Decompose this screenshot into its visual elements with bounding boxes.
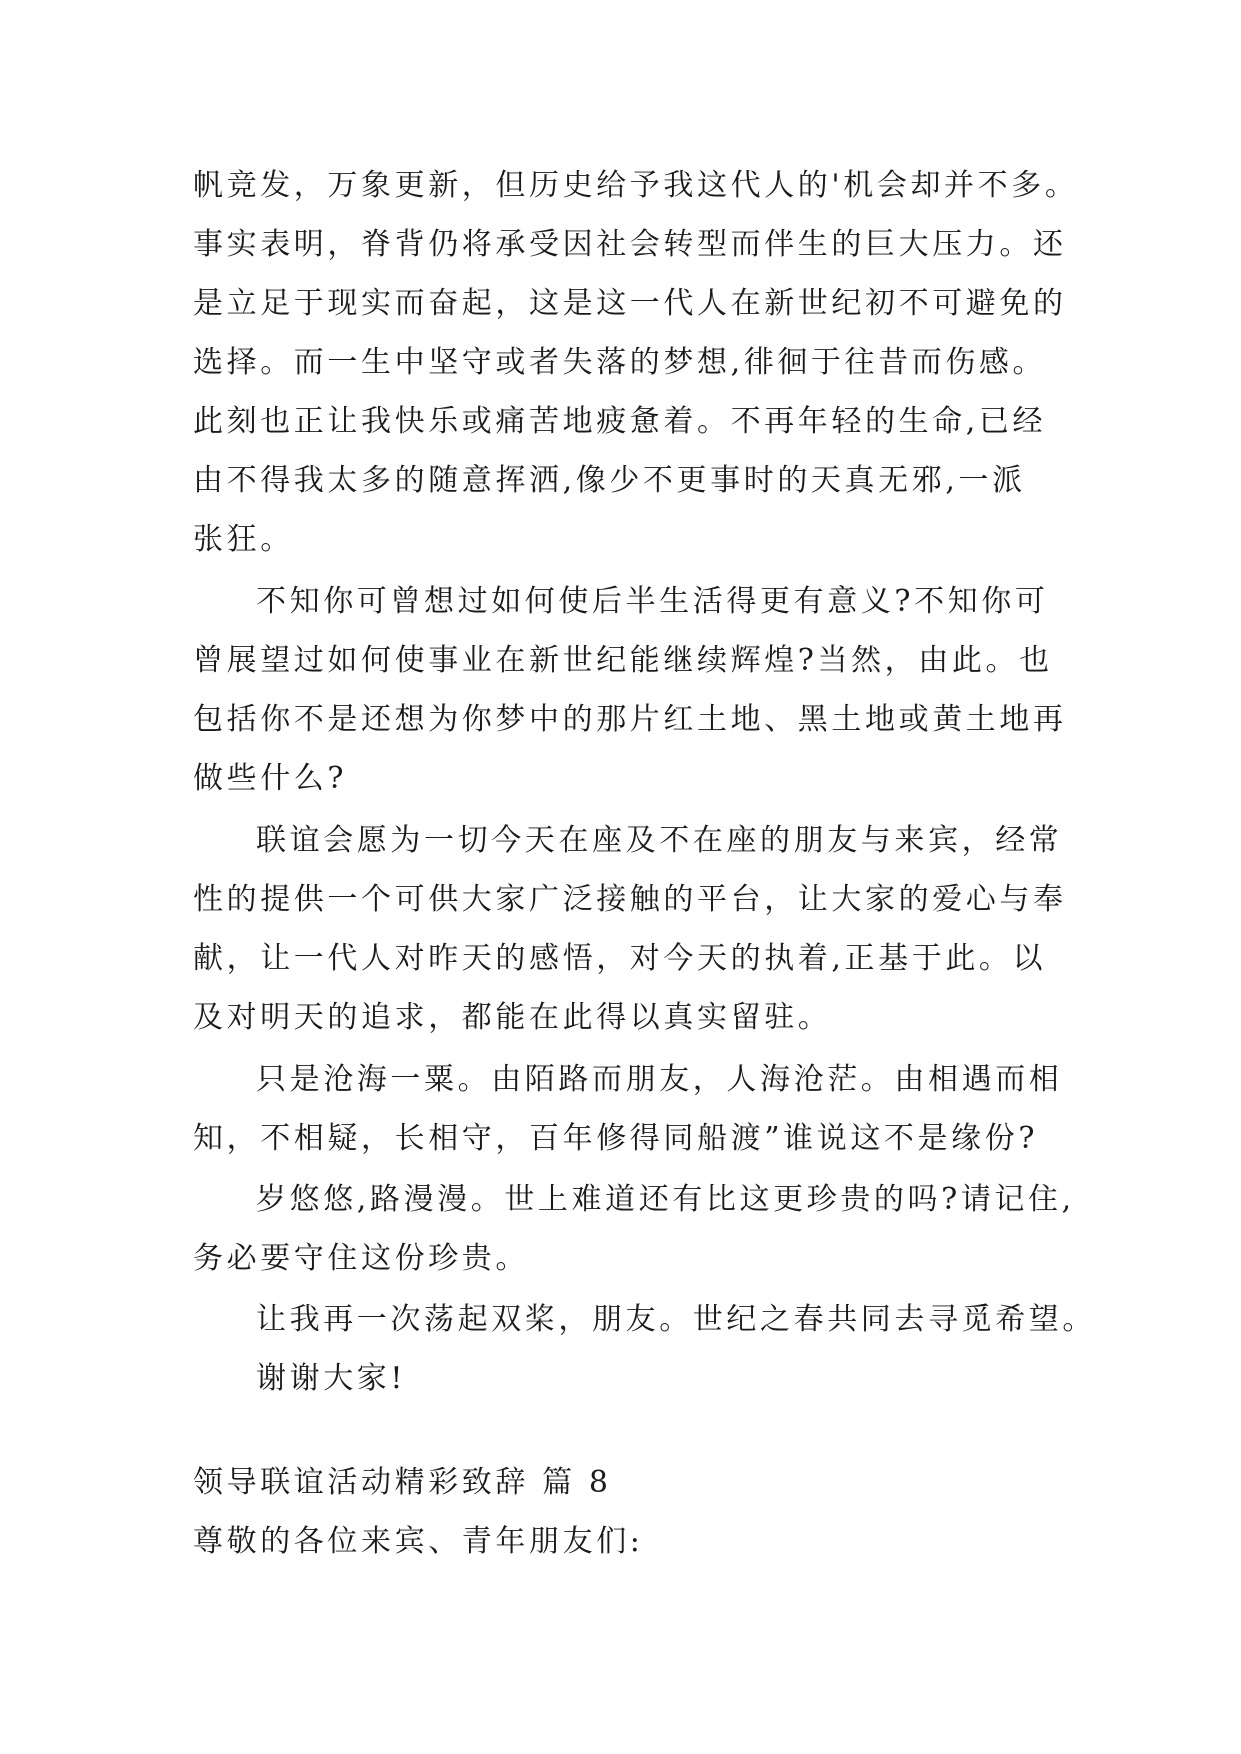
salutation-line: 尊敬的各位来宾、青年朋友们: <box>193 1524 644 1559</box>
paragraph-line: 选择。而一生中坚守或者失落的梦想,徘徊于往昔而伤感。 <box>193 345 1047 380</box>
paragraph-line: 由不得我太多的随意挥洒,像少不更事时的天真无邪,一派 <box>193 463 1026 498</box>
paragraph-line: 谢谢大家! <box>256 1361 407 1396</box>
paragraph-line: 帆竞发，万象更新，但历史给予我这代人的'机会却并不多。 <box>193 168 1079 203</box>
paragraph-line: 性的提供一个可供大家广泛接触的平台，让大家的爱心与奉 <box>193 882 1067 917</box>
paragraph-line: 曾展望过如何使事业在新世纪能继续辉煌?当然，由此。也 <box>193 643 1053 678</box>
paragraph-line: 张狂。 <box>193 522 294 557</box>
paragraph-line: 此刻也正让我快乐或痛苦地疲惫着。不再年轻的生命,已经 <box>193 404 1047 439</box>
paragraph-line: 事实表明，脊背仍将承受因社会转型而伴生的巨大压力。还 <box>193 227 1067 262</box>
paragraph-line: 是立足于现实而奋起，这是这一代人在新世纪初不可避免的 <box>193 286 1067 321</box>
paragraph-line: 不知你可曾想过如何使后半生活得更有意义?不知你可 <box>256 584 1049 619</box>
paragraph-line: 及对明天的追求，都能在此得以真实留驻。 <box>193 1000 832 1035</box>
paragraph-line: 做些什么? <box>193 761 348 796</box>
paragraph-line: 知，不相疑，长相守，百年修得同船渡”谁说这不是缘份? <box>193 1121 1039 1156</box>
paragraph-line: 献，让一代人对昨天的感悟，对今天的执着,正基于此。以 <box>193 941 1047 976</box>
paragraph-line: 联谊会愿为一切今天在座及不在座的朋友与来宾，经常 <box>256 823 1063 858</box>
paragraph-line: 务必要守住这份珍贵。 <box>193 1241 529 1276</box>
paragraph-line: 只是沧海一粟。由陌路而朋友，人海沧茫。由相遇而相 <box>256 1062 1063 1097</box>
section-heading: 领导联谊活动精彩致辞 篇 8 <box>193 1465 612 1500</box>
paragraph-line: 让我再一次荡起双桨，朋友。世纪之春共同去寻觅希望。 <box>256 1302 1096 1337</box>
paragraph-line: 包括你不是还想为你梦中的那片红土地、黑土地或黄土地再 <box>193 702 1067 737</box>
paragraph-line: 岁悠悠,路漫漫。世上难道还有比这更珍贵的吗?请记住, <box>256 1182 1075 1217</box>
